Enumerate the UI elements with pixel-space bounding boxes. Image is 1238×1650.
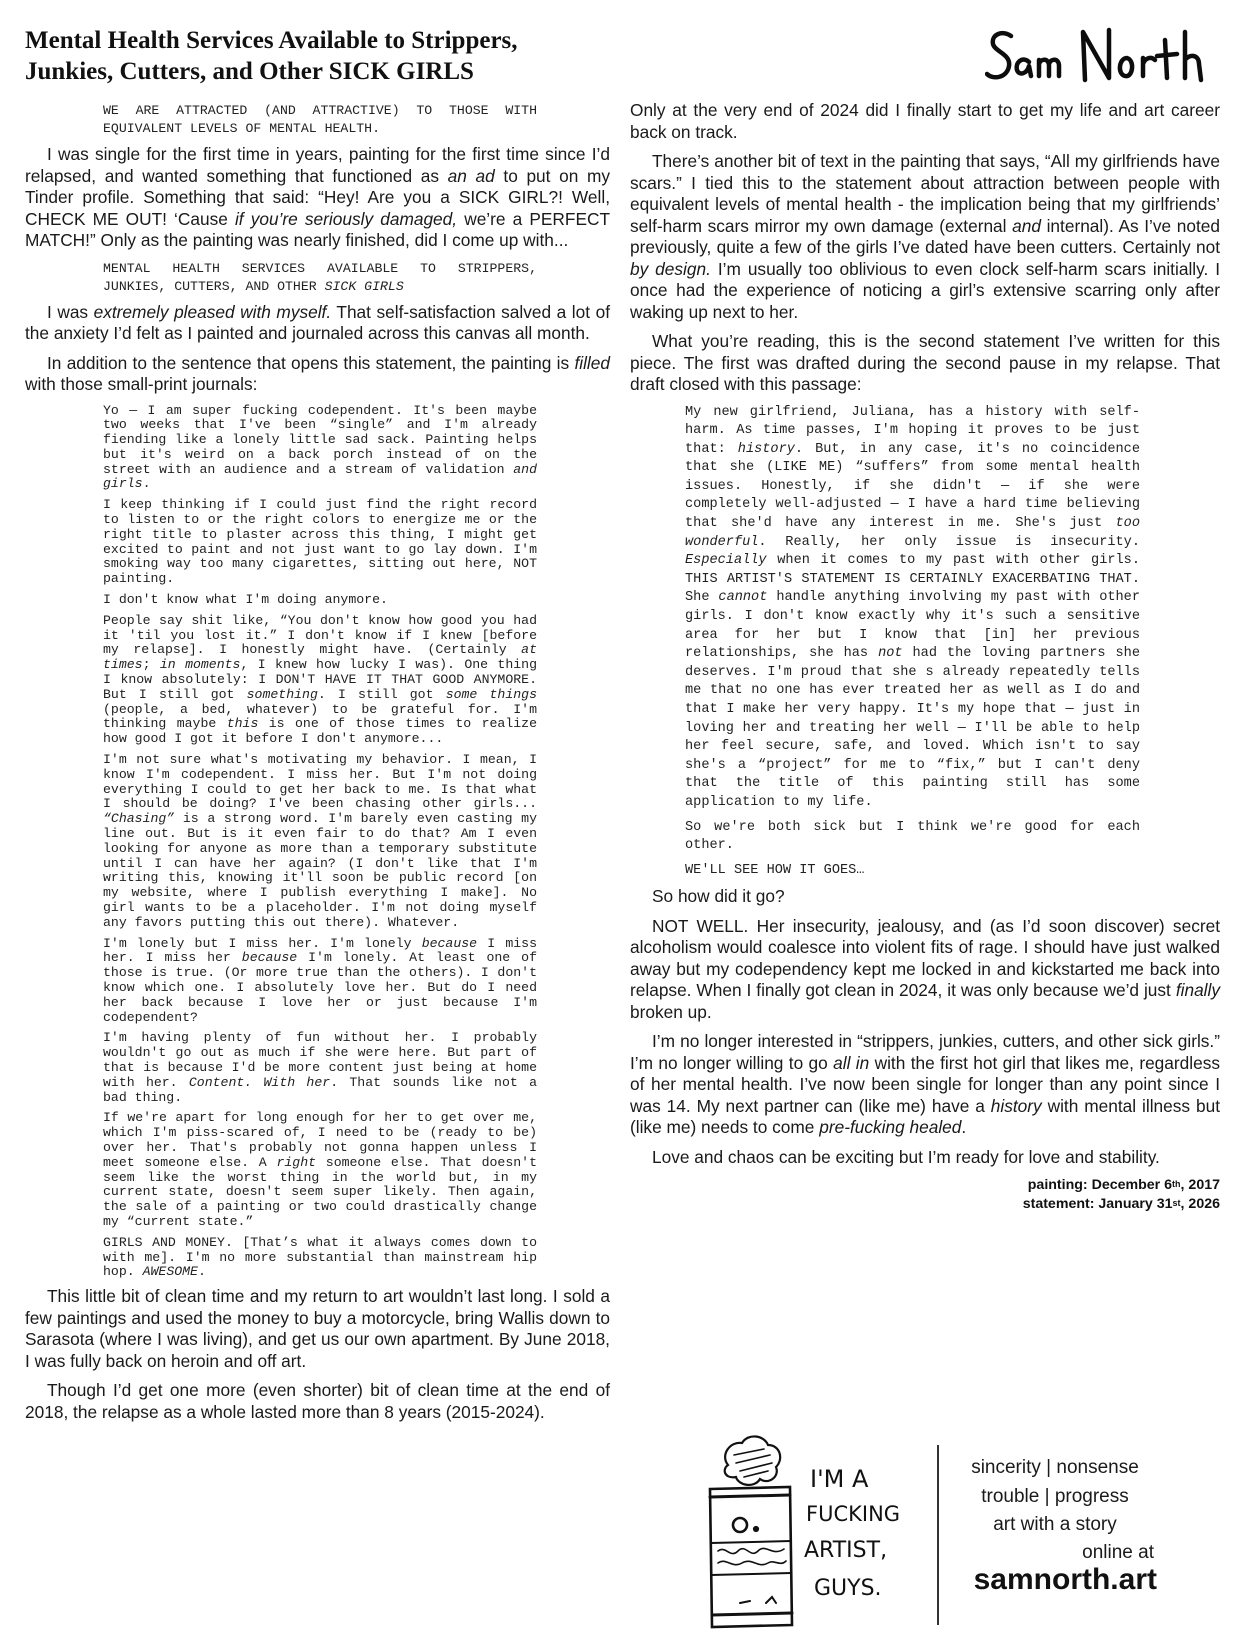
painting-date-year: , 2017	[1180, 1177, 1220, 1194]
emphasis-text: pre-fucking healed	[819, 1117, 962, 1138]
paragraph-text: is one of those times to realize how good I got it before I don't anymore...	[103, 716, 537, 747]
paragraph-text: I’m usually too oblivious to even clock self-harm scars initially. I once had the experience of noticing a girl’s extensive scarring only after waking up next to her.	[630, 258, 1221, 322]
paragraph-text: What you’re reading, this is the second statement I’ve written for this piece. The first was drafted during the second pause in my relapse. That draft closed with this passage:	[630, 331, 1220, 394]
paragraph-text: had the loving partners she deserves. I'm proud that she s already repeatedly tells me that no one has ever treated her as well as I do and that I make her very happy. It's my hope that — just in loving her and treating her well — I'll be able to help her feel secure, safe, and loved. Which isn't to say she's a “project” for me to “fix,” but I can't deny that the title of this painting still has some application to my life.	[685, 646, 1141, 810]
quoted-title-block	[103, 102, 537, 138]
journal-excerpt	[685, 862, 1140, 881]
paragraph-text: .	[197, 1264, 206, 1280]
paragraph-text: broken up.	[630, 1001, 712, 1022]
emphasis-text: Especially	[685, 553, 767, 569]
tagline-trouble-progress: trouble | progress	[981, 1486, 1129, 1507]
soup-can-illustration	[700, 1425, 920, 1635]
body-paragraph	[630, 916, 1220, 1024]
paragraph-text: . Really, her only issue is insecurity.	[758, 534, 1140, 550]
emphasis-text: history	[737, 441, 795, 457]
journal-excerpt	[103, 1111, 537, 1229]
paragraph-text: This little bit of clean time and my return to art wouldn’t last long. I sold a few paintings and used the money to buy a motorcycle, bring Wallis down to Sarasota (where I was living), and get us our own apartment. By June 2018, I was fully back on heroin and off art.	[25, 1286, 610, 1371]
art-text-line-4: GUYS.	[814, 1576, 882, 1601]
emphasis-text: by design.	[630, 258, 711, 279]
footer-divider	[937, 1445, 939, 1625]
emphasis-text: and girls	[103, 461, 537, 492]
paragraph-text: WE'LL SEE HOW IT GOES…	[685, 862, 865, 878]
paragraph-text: So how did it go?	[652, 886, 785, 907]
body-paragraph	[630, 100, 1220, 143]
paragraph-text: internal). As I’ve noted previously, quite a few of the girls I’ve dated have been cutters. Certainly not	[630, 215, 1220, 257]
paragraph-text: Love and chaos can be exciting but I’m ready for love and stability.	[652, 1146, 1160, 1167]
paragraph-text: . But, in any case, it's no coincidence that she (LIKE ME) “suffers” from some mental health issues. Honestly, if she didn't — if she were completely well-adjusted — I have a hard time believing that she'd have any interest in me. She's just	[685, 441, 1140, 532]
signature-sam-north	[985, 22, 1215, 92]
paragraph-text: handle anything involving my past with other girls. I don't know exactly why it's such a sensitive area for her but I know that [in] her previous relationships, she has	[685, 590, 1140, 662]
paragraph-text: . I still got	[317, 686, 446, 702]
painting-date-suffix: th	[1172, 1179, 1181, 1190]
statement-date-label: statement: January 31	[1022, 1196, 1173, 1213]
emphasis-text: this	[226, 716, 259, 732]
left-column	[25, 100, 610, 1431]
paragraph-text: I'm lonely. At least one of those is true. (Or more true than the others). I don't know which one. I absolutely love her. But do I need her back because I love her or just because I'm codependent?	[103, 950, 537, 1025]
art-text-line-3: ARTIST,	[804, 1538, 888, 1563]
emphasis-text: finally	[1175, 980, 1220, 1001]
page-title	[25, 25, 585, 87]
body-paragraph	[25, 302, 610, 345]
title-line-2: Junkies, Cutters, and Other SICK GIRLS	[25, 58, 474, 85]
paragraph-text: we’re a PERFECT MATCH!” Only as the painting was nearly finished, did I come up with...	[25, 208, 611, 250]
paragraph-text: Yo — I am super fucking codependent. It's been maybe two weeks that I've been “single” and I'm already fiending like a lonely little sad sack. Painting helps but it's weird on a back porch instead of on the street with an audience and a stream of validation	[103, 402, 537, 477]
emphasis-text: not	[878, 646, 903, 662]
paragraph-text: I'm lonely but I miss her. I'm lonely	[103, 935, 422, 951]
paragraph-text: with mental illness but (like me) needs to come	[630, 1095, 1220, 1138]
art-text-line-2: FUCKING	[806, 1502, 901, 1526]
journal-excerpt	[103, 1031, 537, 1105]
emphasis-text: history	[990, 1095, 1042, 1116]
right-column	[630, 100, 1220, 1214]
emphasis-text: filled	[574, 352, 610, 373]
journal-excerpt	[685, 819, 1140, 856]
paragraph-text: That self-satisfaction salved a lot of the anxiety I’d felt as I painted and journaled across this canvas all month.	[25, 301, 610, 343]
journal-excerpt	[103, 937, 537, 1026]
quoted-title-block	[103, 260, 537, 296]
paragraph-text: I keep thinking if I could just find the right record to listen to or the right colors to energize me or the right title to plaster across this thing, I might get excited to paint and not just want to go lay down. I'm smoking way too many cigarettes, sitting out here, NOT painting.	[103, 497, 537, 587]
body-paragraph	[25, 144, 610, 252]
statement-date	[630, 1195, 1220, 1214]
paragraph-text: If we're apart for long enough for her to get over me, which I'm piss-scared of, I need to be (ready to be) over her. That's probably not gonna happen unless I meet someone else. A	[103, 1110, 537, 1170]
paragraph-text: Only at the very end of 2024 did I finally start to get my life and art career back on track.	[630, 100, 1220, 142]
date-credits	[630, 1176, 1220, 1214]
paragraph-text: GIRLS AND MONEY. [That’s what it always comes down to with me]. I'm no more substantial than mainstream hip hop.	[103, 1234, 537, 1280]
paragraph-text: There’s another bit of text in the painting that says, “All my girlfriends have scars.” I tied this to the statement about attraction between people with equivalent levels of mental health - the implication being that my girlfriends’ self-harm scars mirror my own damage (external	[630, 151, 1220, 236]
journal-excerpt	[103, 593, 537, 608]
paragraph-text: someone else. That doesn't seem like the worst thing in the world but, in my current state, doesn't seem super likely. Then again, the sale of a painting or two could drastically change my “current state.”	[103, 1154, 537, 1229]
paragraph-text: , I knew how lucky I was). One thing I know absolutely: I DON'T HAVE IT THAT GOOD ANYMORE. But I still got	[103, 657, 538, 702]
painting-date	[630, 1176, 1220, 1195]
paragraph-text: .	[142, 476, 151, 492]
emphasis-text: because	[421, 935, 478, 951]
title-line-1: Mental Health Services Available to Strippers,	[25, 27, 518, 54]
paragraph-text: I'm not sure what's motivating my behavior. I mean, I know I'm codependent. I miss her. But I'm not doing everything I could to get her back to me. Is that what I should be doing? I've been chasing other girls...	[103, 752, 537, 812]
paragraph-text: . That sounds like not a bad thing.	[103, 1074, 537, 1105]
tagline-art-with-a-story: art with a story	[993, 1514, 1117, 1535]
emphasis-text: cannot	[718, 590, 768, 606]
website-link[interactable]: samnorth.art	[973, 1563, 1157, 1596]
paragraph-text: I was single for the first time in years, painting for the first time since I’d relapsed, and wanted something that functioned as	[25, 144, 610, 186]
paragraph-text: I’m no longer interested in “strippers, junkies, cutters, and other sick girls.” I’m no longer willing to go	[630, 1031, 1220, 1073]
emphasis-text: and	[1012, 215, 1041, 236]
emphasis-text: in moments	[159, 657, 241, 673]
body-paragraph	[25, 353, 610, 396]
emphasis-text: “Chasing”	[103, 811, 175, 827]
body-paragraph	[25, 1380, 610, 1423]
emphasis-text: all in	[833, 1052, 870, 1073]
paragraph-text: I'm having plenty of fun without her. I probably wouldn't go out as much if she were here. But part of that is because I'd be more content just being at home with her.	[103, 1030, 537, 1090]
statement-date-year: , 2026	[1180, 1196, 1220, 1213]
journal-excerpt	[103, 404, 537, 493]
painting-date-label: painting: December 6	[1027, 1177, 1173, 1194]
emphasis-text: at times	[103, 642, 537, 673]
emphasis-text: Content. With her	[188, 1074, 331, 1090]
paragraph-text: NOT WELL. Her insecurity, jealousy, and (as I’d soon discover) secret alcoholism would coalesce into violent fits of rage. I should have just walked away but my codependency kept me locked in and kickstarted me back into relapse. When I finally got clean in 2024, it was only because we’d just	[630, 915, 1220, 1001]
paragraph-text: .	[961, 1117, 967, 1138]
emphasis-text: if you’re seriously damaged,	[234, 208, 458, 229]
paragraph-text: Though I’d get one more (even shorter) bit of clean time at the end of 2018, the relapse as a whole lasted more than 8 years (2015-2024).	[25, 1380, 610, 1422]
body-paragraph	[630, 1147, 1220, 1169]
paragraph-text: I was	[47, 301, 94, 322]
online-at-label: online at	[1082, 1542, 1154, 1563]
journal-excerpt	[103, 498, 537, 587]
body-paragraph	[25, 1286, 610, 1372]
paragraph-text: is a strong word. I'm barely even casting my line out. But is it even fair to do that? Am I even looking for anyone as more than a temporary substitute until I can have her again? (I don't like that I'm writing this, knowing it'll soon be public record [on my website, where I publish everything I make]. No girl wants to be a placeholder. I'm not doing myself any favors putting this out there). Whatever.	[103, 811, 537, 930]
emphasis-text: too wonderful	[685, 516, 1140, 550]
paragraph-text: (people, a bed, whatever) to be grateful for. I'm thinking maybe	[103, 701, 537, 732]
emphasis-text: SICK GIRLS	[324, 278, 404, 294]
paragraph-text: I don't know what I'm doing anymore.	[103, 592, 388, 608]
paragraph-text: to put on my Tinder profile. Something that said: “Hey! Are you a SICK GIRL?! Well, CHECK ME OUT! ‘Cause	[25, 165, 611, 229]
emphasis-text: right	[276, 1154, 317, 1170]
paragraph-text: So we're both sick but I think we're good for each other.	[685, 819, 1140, 854]
paragraph-text: WE ARE ATTRACTED (AND ATTRACTIVE) TO THOSE WITH EQUIVALENT LEVELS OF MENTAL HEALTH.	[103, 103, 537, 136]
emphasis-text: some things	[445, 686, 537, 702]
tagline-sincerity-nonsense: sincerity | nonsense	[971, 1457, 1139, 1478]
paragraph-text: MENTAL HEALTH SERVICES AVAILABLE TO STRIPPERS, JUNKIES, CUTTERS, AND OTHER	[103, 260, 537, 294]
paragraph-text: In addition to the sentence that opens this statement, the painting is	[47, 352, 575, 373]
paragraph-text: I miss her. I miss her	[103, 935, 537, 966]
paragraph-text: People say shit like, “You don't know how good you had it 'til you lost it.” I don't know if I knew [before my relapse]. I honestly might have. (Certainly	[103, 612, 537, 658]
body-paragraph	[630, 331, 1220, 396]
journal-excerpt	[103, 1236, 537, 1280]
art-text-line-1: I'M A	[810, 1465, 869, 1493]
emphasis-text: AWESOME	[142, 1264, 198, 1280]
body-paragraph	[630, 151, 1220, 323]
statement-date-suffix: st	[1172, 1198, 1181, 1209]
paragraph-text: ;	[142, 657, 160, 673]
body-paragraph	[630, 886, 1220, 908]
paragraph-text: with those small-print journals:	[25, 374, 258, 394]
emphasis-text: something	[246, 686, 318, 702]
emphasis-text: extremely pleased with myself.	[93, 301, 332, 322]
paragraph-text: when it comes to my past with other girls. THIS ARTIST'S STATEMENT IS CERTAINLY EXACERBATING THAT. She	[685, 553, 1140, 606]
paragraph-text: My new girlfriend, Juliana, has a history with self-harm. As time passes, I'm hoping it proves to be just that:	[685, 404, 1140, 457]
emphasis-text: because	[241, 950, 298, 966]
body-paragraph	[630, 1031, 1220, 1139]
paragraph-text: with the first hot girl that likes me, regardless of her mental health. I’ve now been single for longer than any point since I was 14. My next partner can (like me) have a	[630, 1052, 1221, 1116]
journal-excerpt	[103, 614, 537, 747]
emphasis-text: an ad	[447, 165, 495, 186]
journal-excerpt	[685, 404, 1140, 813]
journal-excerpt	[103, 753, 537, 931]
